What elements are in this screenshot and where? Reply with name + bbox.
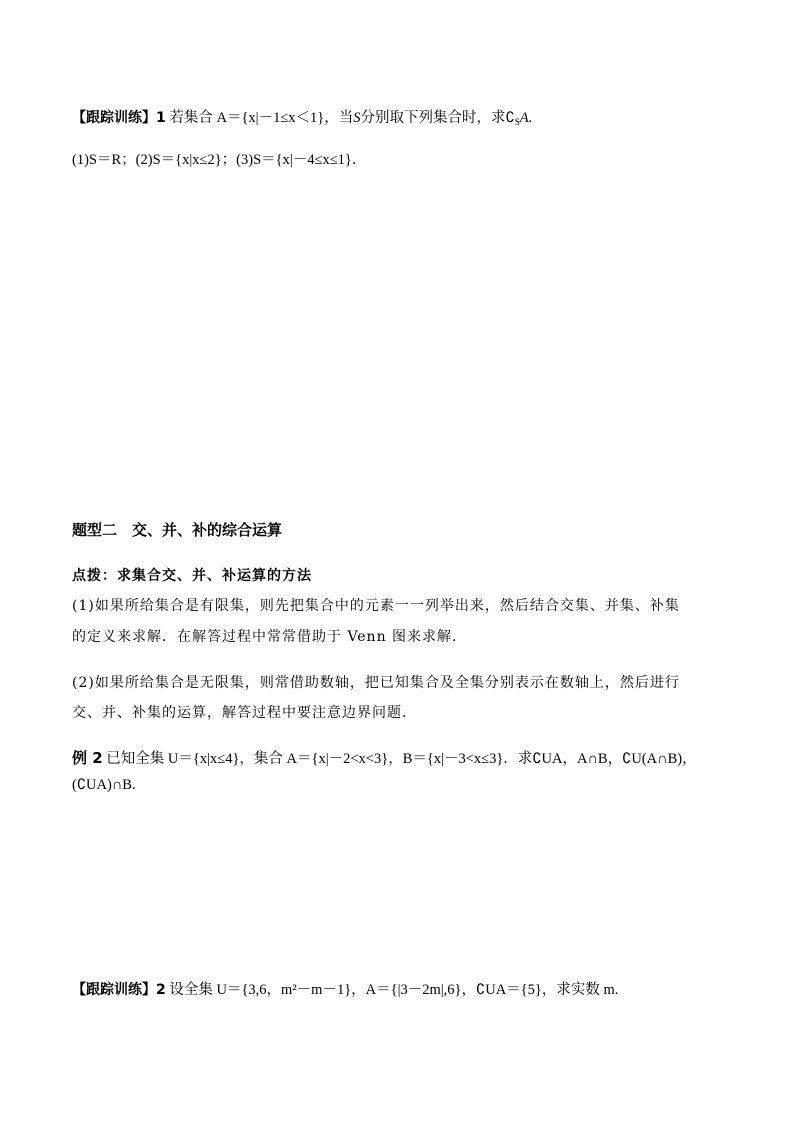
tip-p2-line1: (2)如果所给集合是无限集，则常借助数轴，把已知集合及全集分别表示在数轴上，然后进行 <box>72 675 680 691</box>
example2-text1: 已知全集 U＝{x|x≤4}，集合 A＝{x|－2<x<3}，B＝{x|－3<x≤3}．求∁UA，A∩B，∁U(A∩B)， <box>106 751 697 767</box>
tip-title: 点拨：求集合交、并、补运算的方法 <box>72 568 312 584</box>
follow1-set-a: A＝{x|－1≤x＜1} <box>216 110 325 126</box>
follow1-text-mid: ，当 <box>324 110 354 126</box>
follow2-question <box>72 980 618 1000</box>
follow1-text-post: 分别取下列集合时，求 <box>360 110 506 126</box>
follow1-end: A. <box>519 110 533 126</box>
follow2-label: 【跟踪训练】2 <box>72 982 166 998</box>
follow1-parts <box>72 150 366 170</box>
complement-symbol: ∁ <box>505 110 515 126</box>
tip-p1-line1: (1)如果所给集合是有限集，则先把集合中的元素一一列举出来，然后结合交集、并集、补集 <box>72 598 680 614</box>
follow1-part2: (2)S＝{x|x≤2}； <box>135 152 237 168</box>
complement-subscript: S <box>514 117 520 127</box>
follow1-label: 【跟踪训练】1 <box>72 110 166 126</box>
example2-line1 <box>72 748 697 769</box>
example2-line2: (∁UA)∩B. <box>72 777 136 793</box>
tip-p2-line2: 交、并、补集的运算，解答过程中要注意边界问题． <box>72 705 417 721</box>
tip-p1-line2: 的定义来求解．在解答过程中常常借助于 Venn 图来求解． <box>72 629 468 645</box>
section2-title: 题型二 交、并、补的综合运算 <box>72 521 283 539</box>
follow1-question <box>72 108 532 132</box>
example2-label: 例 2 <box>72 749 103 767</box>
follow2-text: 设全集 U＝{3,6，m²－m－1}，A＝{|3－2m|,6}，∁UA＝{5}，求实数 m. <box>169 982 619 998</box>
follow1-text-pre: 若集合 <box>169 110 213 126</box>
follow1-s-var: S <box>353 110 361 126</box>
follow1-part1: (1)S＝R； <box>72 152 136 168</box>
follow1-part3: (3)S＝{x|－4≤x≤1}． <box>236 152 367 168</box>
